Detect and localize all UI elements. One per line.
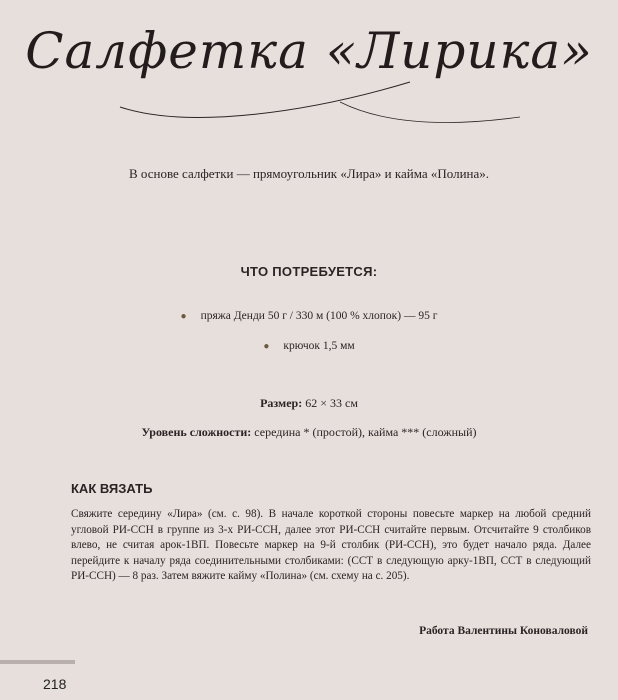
- page-number: 218: [43, 676, 67, 692]
- page-title: Салфетка «Лирика»: [25, 22, 593, 80]
- materials-item: [0, 310, 618, 322]
- subtitle: В основе салфетки — прямоугольник «Лира» и кайма «Полина».: [128, 166, 490, 181]
- materials-item-text: крючок 1,5 мм: [283, 340, 355, 352]
- footer-rule: [0, 660, 75, 664]
- difficulty-line: [0, 425, 618, 440]
- materials-item: [0, 340, 618, 352]
- title-flourish-decoration: [110, 62, 530, 132]
- size-line: [0, 396, 618, 411]
- author-credit: Работа Валентины Коноваловой: [419, 625, 588, 637]
- difficulty-value: середина * (простой), кайма *** (сложный): [254, 425, 477, 439]
- difficulty-label: Уровень сложности:: [141, 425, 252, 439]
- size-label: Размер:: [260, 396, 303, 410]
- materials-heading: ЧТО ПОТРЕБУЕТСЯ:: [240, 264, 378, 279]
- instructions-heading: КАК ВЯЗАТЬ: [71, 481, 153, 496]
- bullet-icon: ●: [263, 341, 270, 352]
- bullet-icon: ●: [180, 311, 187, 322]
- materials-item-text: пряжа Денди 50 г / 330 м (100 % хлопок) — 95 г: [200, 310, 438, 322]
- instructions-body: Свяжите середину «Лира» (см. с. 98). В начале короткой стороны повесьте маркер на любой средний угловой РИ-ССН в группе из 3-х РИ-ССН, далее этот РИ-ССН считайте первым. Отсчитайте 9 столбиков влево, не считая арок-1ВП. Повесьте маркер на 9-й столбик (РИ-ССН), это будет начало ряда. Далее перейдите к началу ряда соединительными столбиками: (ССТ в следующую арку-1ВП, ССТ в следующий РИ-ССН) — 8 раз. Затем вяжите кайму «Полина» (см. схему на с. 205).: [71, 508, 591, 582]
- size-value: 62 × 33 см: [305, 396, 358, 410]
